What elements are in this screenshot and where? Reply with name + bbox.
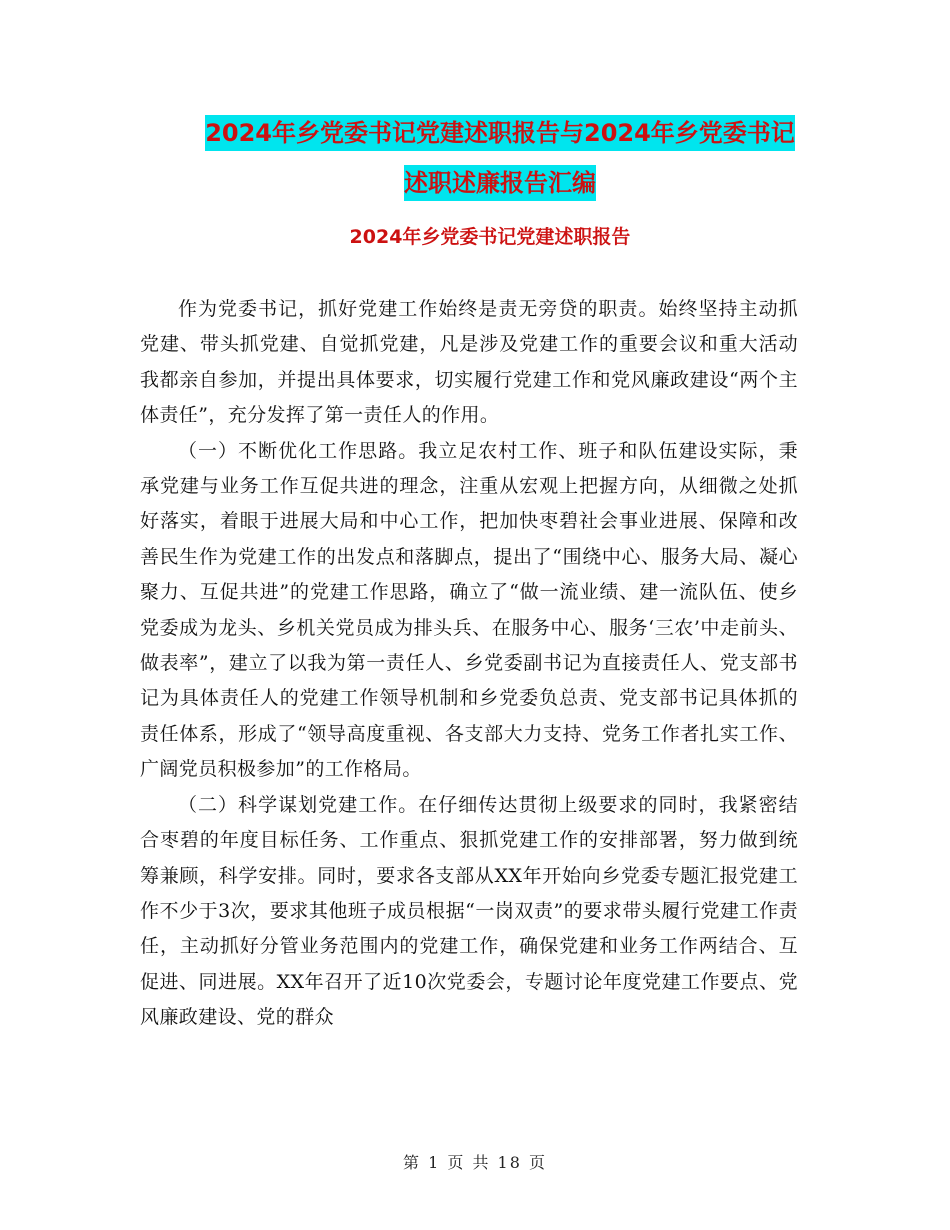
title-line-2: 述职述廉报告汇编 <box>404 165 596 201</box>
document-title <box>140 108 860 208</box>
document-body <box>140 292 798 1036</box>
page-footer: 第 1 页 共 18 页 <box>403 1153 547 1172</box>
paragraph-intro: 作为党委书记，抓好党建工作始终是责无旁贷的职责。始终坚持主动抓党建、带头抓党建、自觉抓党建，凡是涉及党建工作的重要会议和重大活动我都亲自参加，并提出具体要求，切实履行党建工作和党风廉政建设“两个主体责任”，充分发挥了第一责任人的作用。 <box>140 298 798 427</box>
section-title: 2024年乡党委书记党建述职报告 <box>349 226 631 248</box>
title-line-1: 2024年乡党委书记党建述职报告与2024年乡党委书记 <box>205 115 795 151</box>
paragraph-section-1: （一）不断优化工作思路。我立足农村工作、班子和队伍建设实际，秉承党建与业务工作互促共进的理念，注重从宏观上把握方向，从细微之处抓好落实，着眼于进展大局和中心工作，把加快枣碧社会事业进展、保障和改善民生作为党建工作的出发点和落脚点，提出了“围绕中心、服务大局、凝心聚力、互促共进”的党建工作思路，确立了“做一流业绩、建一流队伍、使乡党委成为龙头、乡机关党员成为排头兵、在服务中心、服务‘三农’中走前头、做表率”，建立了以我为第一责任人、乡党委副书记为直接责任人、党支部书记为具体责任人的党建工作领导机制和乡党委负总责、党支部书记具体抓的责任体系，形成了“领导高度重视、各支部大力支持、党务工作者扎实工作、广阔党员积极参加”的工作格局。 <box>140 439 798 781</box>
paragraph-section-2: （二）科学谋划党建工作。在仔细传达贯彻上级要求的同时，我紧密结合枣碧的年度目标任务、工作重点、狠抓党建工作的安排部署，努力做到统筹兼顾，科学安排。同时，要求各支部从XX年开始向乡党委专题汇报党建工作不少于3次，要求其他班子成员根据“一岗双责”的要求带头履行党建工作责任，主动抓好分管业务范围内的党建工作，确保党建和业务工作两结合、互促进、同进展。XX年召开了近10次党委会，专题讨论年度党建工作要点、党风廉政建设、党的群众 <box>140 793 798 1029</box>
